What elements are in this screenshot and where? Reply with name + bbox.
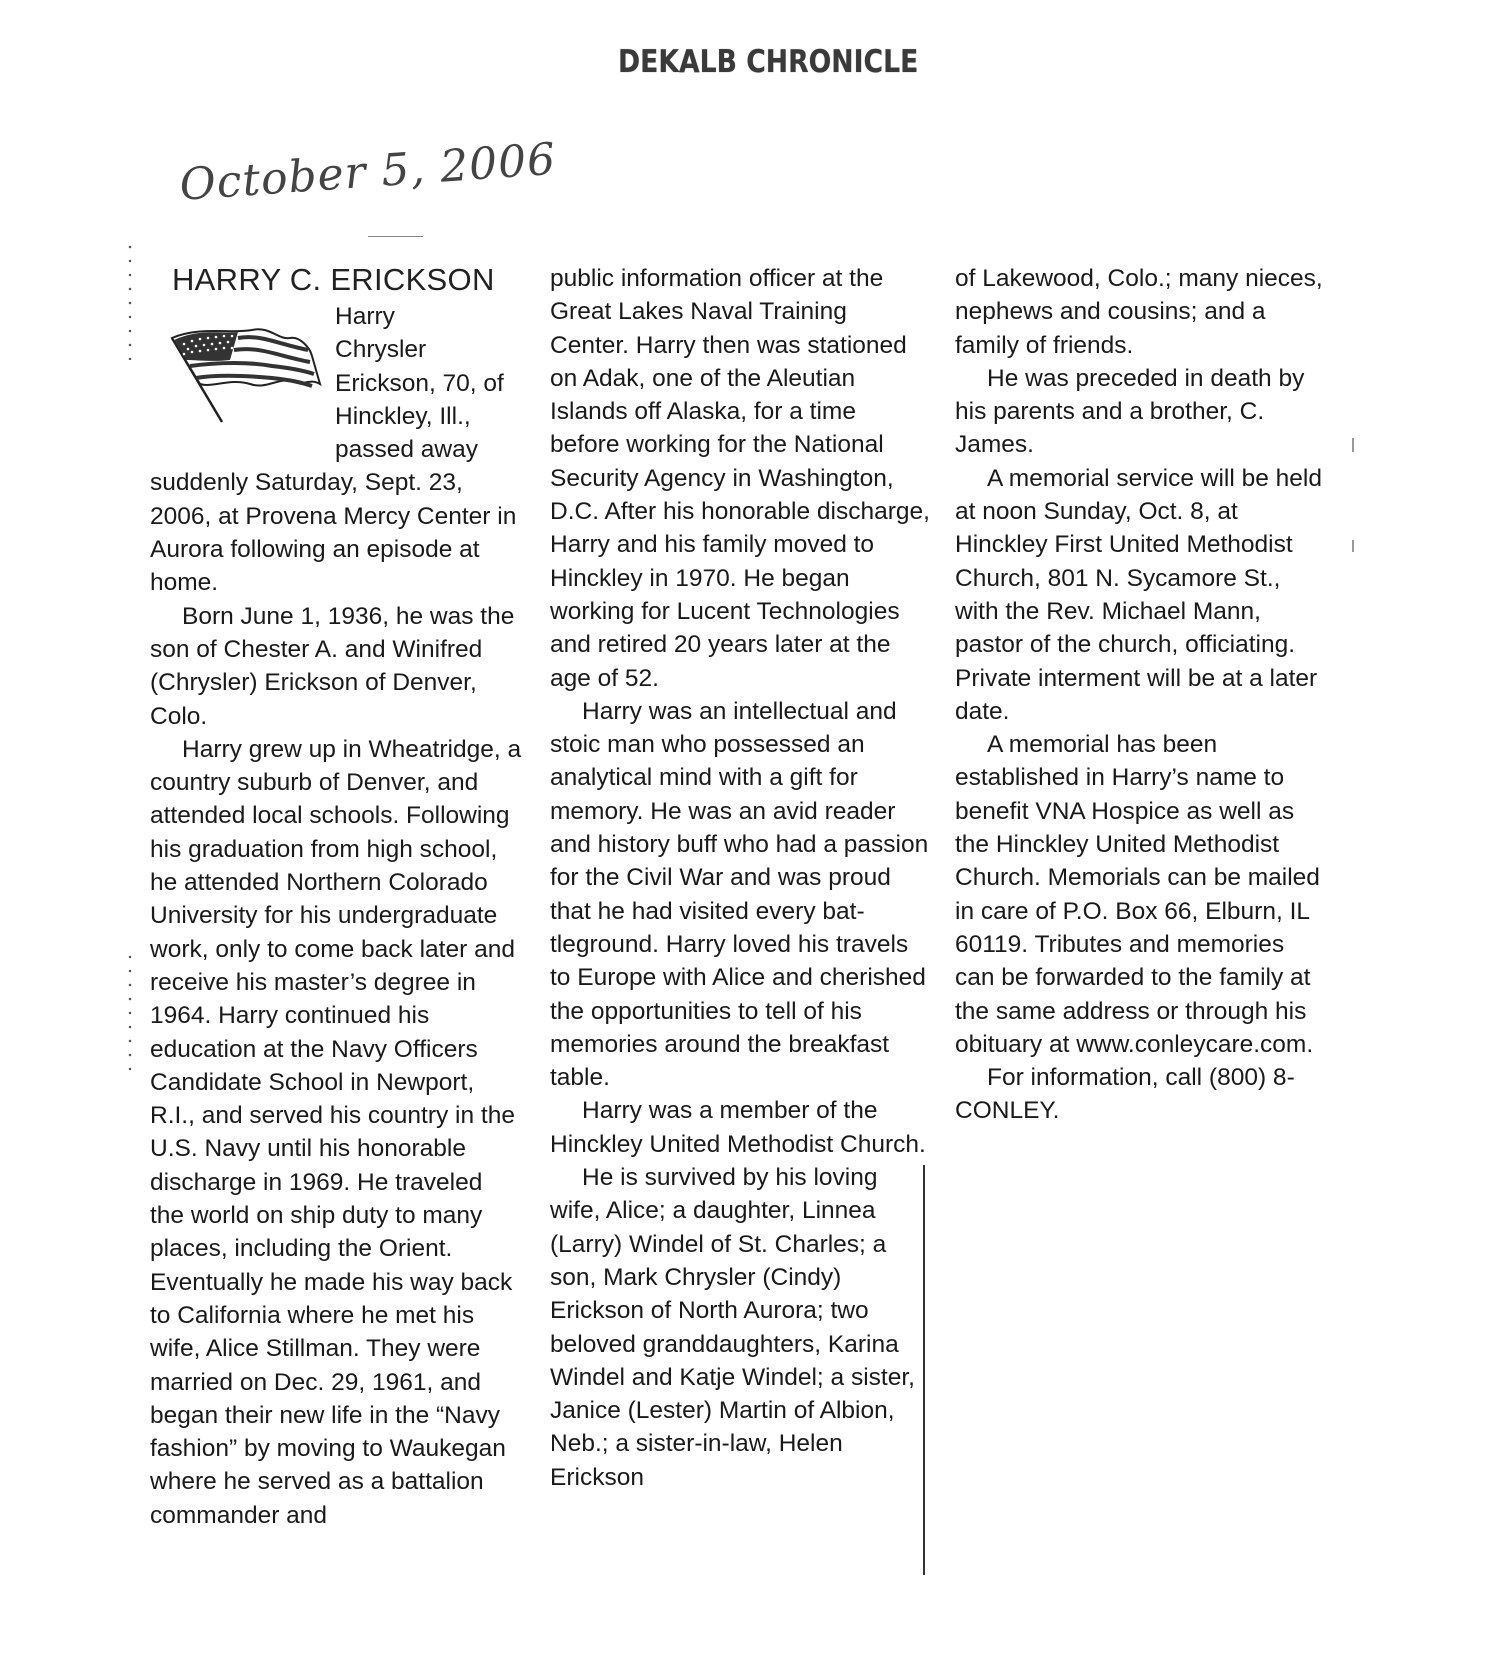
paragraph-service: A memorial service will be held at noon Sunday, Oct. 8, at Hinckley First United Methodist Church, 801 N. Sycamore St., with the Rev. Michael Mann, pastor of the church, officiating. Private interment will be at a later date. [955,464,1322,725]
column-3 [955,262,1325,1128]
intro-line: Erickson, 70, of [335,369,504,397]
intro-line: Chrysler [335,336,427,364]
paragraph-early-life: Harry grew up in Wheatridge, a country suburb of Denver, and attended local schools. Following his graduation from high school, he attended Northern Colorado University for his undergraduate work, only to come back later and receive his master’s degree in 1964. Harry continued his education at the Navy Officers Candidate School in Newport, R.I., and served his country in the U.S. Navy until his honorable discharge in 1969. He traveled the world on ship duty to many places, including the Orient. Eventually he made his way back to California where he met his wife, Alice Stillman. They were married on Dec. 29, 1961, and began their new life in the “Navy fashion” by moving to Waukegan where he served as a battalion commander and [150,735,522,1529]
paragraph-birth: Born June 1, 1936, he was the son of Chester A. and Winifred (Chrysler) Erickson of Denver, Colo. [150,602,515,730]
american-flag-icon [160,304,325,454]
perforation-marks [128,240,132,360]
perforation-marks [128,950,132,1080]
column-rule [923,1165,925,1575]
intro-line: Hinckley, Ill., [335,402,471,430]
paragraph-preceded: He was preceded in death by his parents and a brother, C. James. [955,364,1305,459]
intro-block [150,300,522,466]
paragraph-character: Harry was an intellectual and stoic man who possessed an analytical mind with a gift for memory. He was an avid reader and history buff who had a passion for the Civil War and was proud that he had visited every battleground. Harry loved his travels to Europe with Alice and cherished the opportunities to tell of his memories around the breakfast table. [550,697,929,1092]
paragraph-contact: For information, call (800) 8-CONLEY. [955,1064,1295,1125]
column-1 [150,262,522,1532]
paragraph-survivors: He is survived by his loving wife, Alice; a daughter, Linnea (Larry) Windel of St. Charles; a son, Mark Chrysler (Cindy) Erickson of North Aurora; two beloved granddaughters, Karina Windel and Katje Windel; a sister, Janice (Lester) Martin of Albion, Neb.; a sister-in-law, Helen Erickson [550,1164,915,1491]
intro-line: passed away [335,436,479,464]
scan-mark [1352,438,1354,452]
column-2 [550,262,930,1494]
paragraph-career: public information officer at the Great Lakes Naval Training Center. Harry then was stationed on Adak, one of the Aleutian Islands off Alaska, for a time before working for the National Security Agency in Washington, D.C. After his honorable discharge, Harry and his family moved to Hinckley in 1970. He began working for Lucent Technologies and retired 20 years later at the age of 52. [550,265,930,692]
obituary-headline: HARRY C. ERICKSON [172,262,495,297]
paragraph-survivors-cont: of Lakewood, Colo.; many nieces, nephews and cousins; and a family of friends. [955,265,1323,359]
paragraph-church: Harry was a member of the Hinckley United Methodist Church. [550,1097,926,1158]
scan-mark [1352,540,1354,552]
paragraph-memorials: A memorial has been established in Harry’s name to benefit VNA Hospice as well as the Hinckley United Methodist Church. Memorials can be mailed in care of P.O. Box 66, Elburn, IL 60119. Tributes and memories can be forwarded to the family at the same address or through his obituary at www.conleycare.com. [955,731,1320,1058]
divider [368,236,423,237]
handwritten-date: October 5, 2006 [178,133,558,211]
masthead [618,44,918,80]
paragraph-death-notice: suddenly Saturday, Sept. 23, 2006, at Provena Mercy Center in Aurora following an episode at home. [150,469,517,597]
masthead-title: DEKALB CHRONICLE [618,44,919,80]
intro-line: Harry [335,303,395,330]
